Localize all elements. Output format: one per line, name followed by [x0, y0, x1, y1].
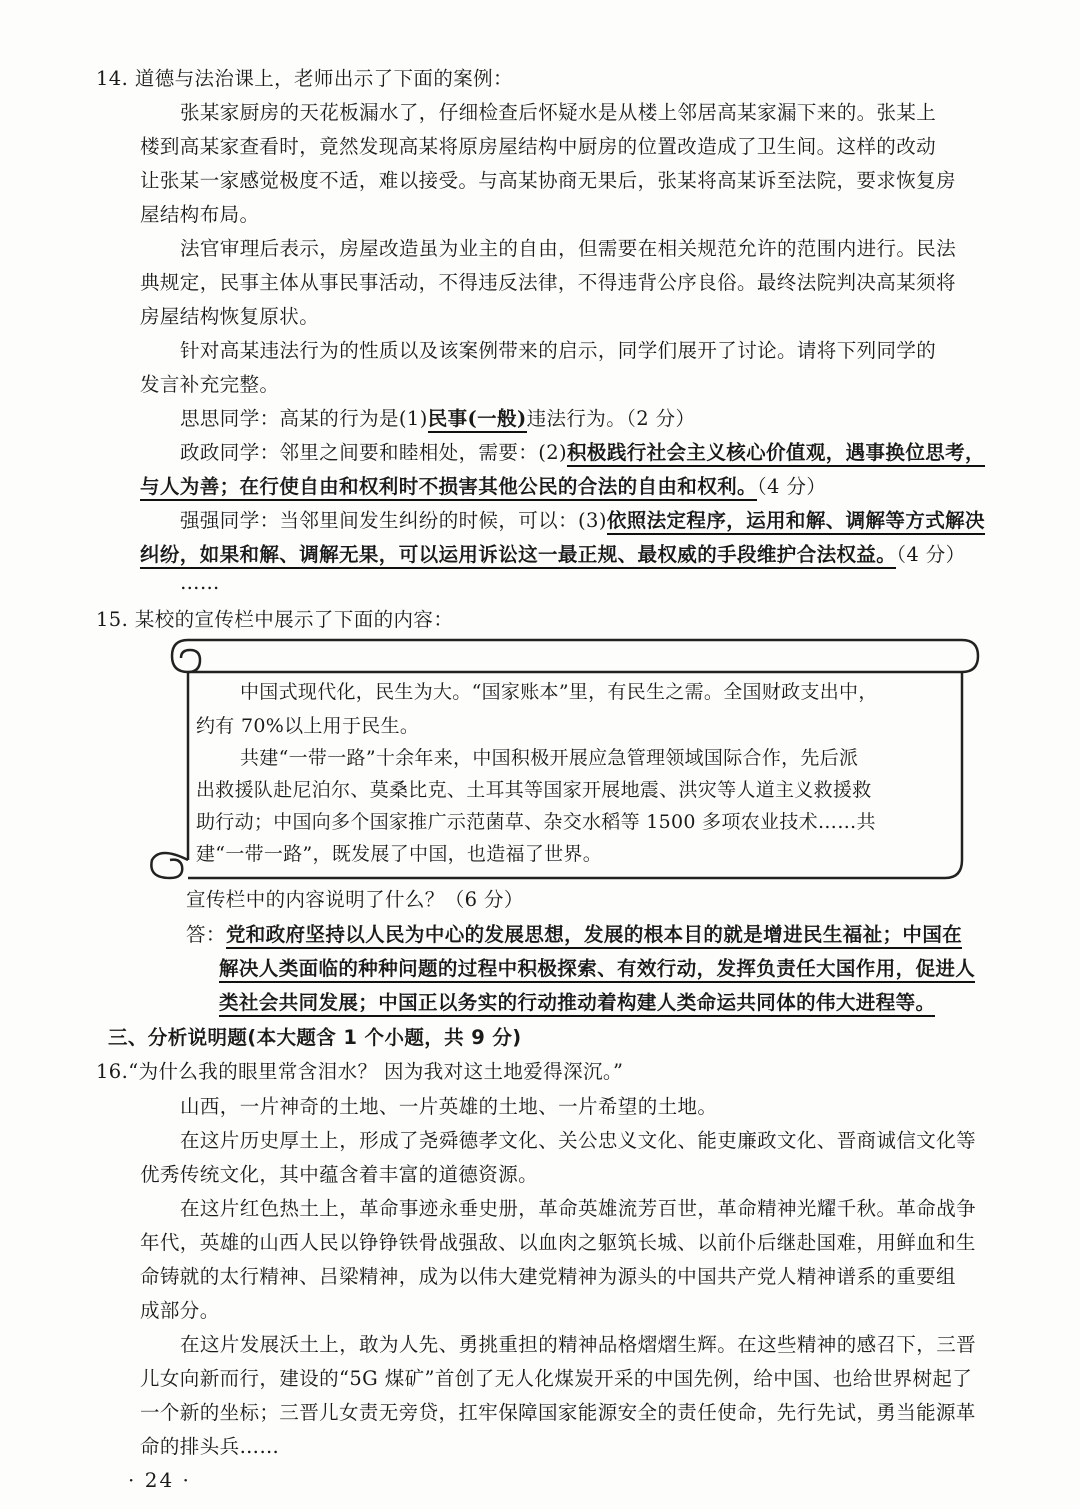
q15-title: 某校的宣传栏中展示了下面的内容： — [134, 608, 454, 631]
board-line: 建“一带一路”，既发展了中国，也造福了世界。 — [196, 843, 603, 865]
q15-answer-l3 — [219, 986, 1080, 1019]
q16-line: 山西，一片神奇的土地、一片英雄的土地、一片希望的土地。 — [180, 1095, 718, 1118]
q16-number: 16. — [96, 1060, 129, 1083]
answer-label: 答： — [186, 923, 226, 946]
s1-prefix: 思思同学：高某的行为是(1) — [180, 407, 428, 430]
s3-prefix: 强强同学：当邻里间发生纠纷的时候，可以：(3) — [180, 509, 607, 532]
q16-line: 优秀传统文化，其中蕴含着丰富的道德资源。 — [140, 1163, 539, 1186]
q15-answer-l2 — [219, 952, 1080, 985]
s3-answer: 依照法定程序，运用和解、调解等方式解决 — [607, 509, 985, 535]
q14-ellipsis: …… — [180, 571, 220, 594]
s2-answer: 积极践行社会主义核心价值观，遇事换位思考， — [567, 441, 985, 467]
q14-case-line: 房屋结构恢复原状。 — [140, 305, 320, 328]
q15-answer-l1 — [186, 918, 1076, 951]
board-line: 出救援队赴尼泊尔、莫桑比克、土耳其等国家开展地震、洪灾等人道主义救援救 — [196, 779, 872, 801]
q14-case-line: 法官审理后表示，房屋改造虽为业主的自由，但需要在相关规范允许的范围内进行。民法 — [180, 237, 957, 260]
q14-number: 14. — [96, 67, 129, 90]
q16-line: 儿女向新而行，建设的“5G 煤矿”首创了无人化煤炭开采的中国先例，给中国、也给世界树起了 — [140, 1367, 973, 1390]
s3-score: （4 分） — [896, 543, 966, 566]
q15-question: 宣传栏中的内容说明了什么？（6 分） — [186, 888, 524, 911]
q15-number: 15. — [96, 608, 129, 631]
q16-line: 在这片发展沃土上，敢为人先、勇挑重担的精神品格熠熠生辉。在这些精神的感召下，三晋 — [180, 1333, 977, 1356]
q15-answer: 党和政府坚持以人民为中心的发展思想，发展的根本目的就是增进民生福祉；中国在 — [226, 923, 962, 949]
s3-answer: 纠纷，如果和解、调解无果，可以运用诉讼这一最正规、最权威的手段维护合法权益。 — [140, 543, 896, 569]
q16-line: 成部分。 — [140, 1299, 220, 1322]
q16-line: 一个新的坐标；三晋儿女责无旁贷，扛牢保障国家能源安全的责任使命，先行先试，勇当能源革 — [140, 1401, 976, 1424]
q14-case-line: 让张某一家感觉极度不适，难以接受。与高某协商无果后，张某将高某诉至法院，要求恢复房 — [140, 169, 956, 192]
board-line: 中国式现代化，民生为大。“国家账本”里，有民生之需。全国财政支出中， — [240, 681, 878, 703]
s1-suffix: 违法行为。（2 分） — [526, 407, 696, 430]
page-number: · 24 · — [128, 1468, 191, 1492]
s2-prefix: 政政同学：邻里之间要和睦相处，需要：(2) — [180, 441, 568, 464]
section-3-heading: 三、分析说明题(本大题含 1 个小题，共 9 分) — [108, 1026, 522, 1049]
q16-line: 在这片历史厚土上，形成了尧舜德孝文化、关公忠义文化、能吏廉政文化、晋商诚信文化等 — [180, 1129, 977, 1152]
q14-prompt-line: 发言补充完整。 — [140, 373, 280, 396]
q14-case-line: 屋结构布局。 — [140, 203, 260, 226]
q14-case-line: 张某家厨房的天花板漏水了，仔细检查后怀疑水是从楼上邻居高某家漏下来的。张某上 — [180, 101, 937, 124]
board-line: 约有 70%以上用于民生。 — [196, 715, 420, 737]
q15-answer: 解决人类面临的种种问题的过程中积极探索、有效行动，发挥负责任大国作用，促进人 — [219, 957, 975, 983]
q14-case-line: 楼到高某家查看时，竟然发现高某将原房屋结构中厨房的位置改造成了卫生间。这样的改动 — [140, 135, 937, 158]
board-line: 共建“一带一路”十余年来，中国积极开展应急管理领域国际合作，先后派 — [240, 747, 859, 769]
s1-answer: 民事(一般) — [428, 407, 527, 433]
q16-header — [96, 1055, 986, 1088]
q14-prompt-line: 针对高某违法行为的性质以及该案例带来的启示，同学们展开了讨论。请将下列同学的 — [180, 339, 937, 362]
s2-answer: 与人为善；在行使自由和权利时不损害其他公民的合法的自由和权利。 — [140, 475, 757, 501]
q16-line: 命铸就的太行精神、吕梁精神，成为以伟大建党精神为源头的中国共产党人精神谱系的重要组 — [140, 1265, 956, 1288]
board-line: 助行动；中国向多个国家推广示范菌草、杂交水稻等 1500 多项农业技术……共 — [196, 811, 876, 833]
q16-line: 在这片红色热土上，革命事迹永垂史册，革命英雄流芳百世，革命精神光耀千秋。革命战争 — [180, 1197, 977, 1220]
q14-title: 道德与法治课上，老师出示了下面的案例： — [134, 67, 513, 90]
q16-line: 年代，英雄的山西人民以铮铮铁骨战强敌、以血肉之躯筑长城、以前仆后继赴国难，用鲜血和生 — [140, 1231, 976, 1254]
q14-case-line: 典规定，民事主体从事民事活动，不得违反法律，不得违背公序良俗。最终法院判决高某须将 — [140, 271, 956, 294]
q16-line: 命的排头兵…… — [140, 1435, 280, 1458]
q16-quote: “为什么我的眼里常含泪水？ 因为我对这土地爱得深沉。” — [128, 1060, 624, 1083]
q15-answer: 类社会共同发展；中国正以务实的行动推动着构建人类命运共同体的伟大进程等。 — [219, 991, 935, 1017]
s2-score: （4 分） — [756, 475, 827, 498]
